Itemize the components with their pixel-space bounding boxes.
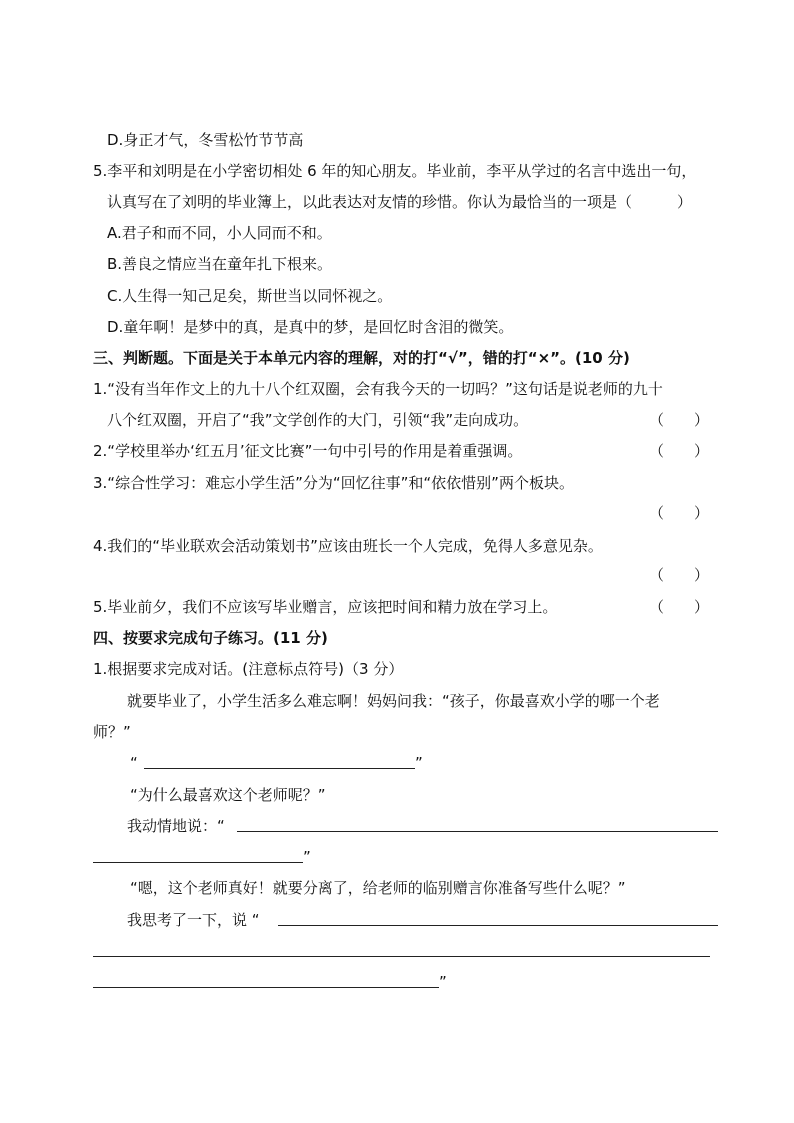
judge-q5: 5.毕业前夕，我们不应该写毕业赠言，应该把时间和精力放在学习上。 — [93, 598, 558, 616]
q5-option-a: A.君子和而不同，小人同而不和。 — [107, 224, 332, 242]
q5-option-c: C.人生得一知己足矣，斯世当以同怀视之。 — [107, 287, 393, 305]
section3-heading: 三、判断题。下面是关于本单元内容的理解，对的打“√”，错的打“×”。(10 分) — [93, 349, 630, 367]
judge-q1-line2: 八个红双圈，开启了“我”文学创作的大门，引领“我”走向成功。 — [107, 411, 529, 429]
blank3-close-quote: ” — [439, 973, 447, 991]
section4-heading: 四、按要求完成句子练习。(11 分) — [93, 629, 328, 647]
dialogue-para-line2: 师？” — [93, 723, 131, 741]
blank2-answer-line2[interactable] — [93, 862, 303, 863]
blank1-open-quote: “ — [130, 754, 138, 772]
blank1-answer-line[interactable] — [144, 768, 415, 769]
q5-option-b: B.善良之情应当在童年扎下根来。 — [107, 255, 333, 273]
i-said-prompt: 我动情地说：“ — [127, 817, 225, 835]
judge-q1-line1: 1.“没有当年作文上的九十八个红双圈，会有我今天的一切吗？”这句话是说老师的九十 — [93, 380, 663, 398]
why-question: “为什么最喜欢这个老师呢？” — [130, 786, 326, 804]
q5-option-d: D.童年啊！是梦中的真，是真中的梦，是回忆时含泪的微笑。 — [107, 318, 514, 336]
task1-instruction: 1.根据要求完成对话。(注意标点符号)（3 分） — [93, 660, 404, 678]
judge-q4: 4.我们的“毕业联欢会活动策划书”应该由班长一个人完成，免得人多意见杂。 — [93, 537, 603, 555]
i-thought-prompt: 我思考了一下，说 “ — [127, 911, 260, 929]
dialogue-para-line1: 就要毕业了，小学生活多么难忘啊！妈妈问我：“孩子，你最喜欢小学的哪一个老 — [127, 692, 660, 710]
judge-q3: 3.“综合性学习：难忘小学生活”分为“回忆往事”和“依依惜别”两个板块。 — [93, 474, 574, 492]
q5-stem-line2: 认真写在了刘明的毕业簿上，以此表达对友情的珍惜。你认为最恰当的一项是（ ） — [107, 193, 693, 211]
judge-q5-answer[interactable]: （ ） — [649, 598, 710, 616]
q5-stem-line1: 5.李平和刘明是在小学密切相处 6 年的知心朋友。毕业前，李平从学过的名言中选出一句， — [93, 162, 697, 180]
blank3-answer-line3[interactable] — [93, 987, 439, 988]
blank1-close-quote: ” — [415, 754, 423, 772]
blank3-answer-line1[interactable] — [278, 925, 718, 926]
blank2-close-quote: ” — [303, 848, 311, 866]
judge-q2: 2.“学校里举办‘红五月’征文比赛”一句中引号的作用是着重强调。 — [93, 442, 523, 460]
mom-reply: “嗯，这个老师真好！就要分离了，给老师的临别赠言你准备写些什么呢？” — [130, 879, 626, 897]
blank3-answer-line2[interactable] — [93, 956, 710, 957]
blank2-answer-line1[interactable] — [237, 831, 718, 832]
judge-q1-answer[interactable]: （ ） — [649, 411, 710, 429]
judge-q3-answer[interactable]: （ ） — [649, 504, 710, 522]
q4-option-d: D.身正才气，冬雪松竹节节高 — [107, 131, 304, 149]
judge-q4-answer[interactable]: （ ） — [649, 566, 710, 584]
judge-q2-answer[interactable]: （ ） — [649, 442, 710, 460]
